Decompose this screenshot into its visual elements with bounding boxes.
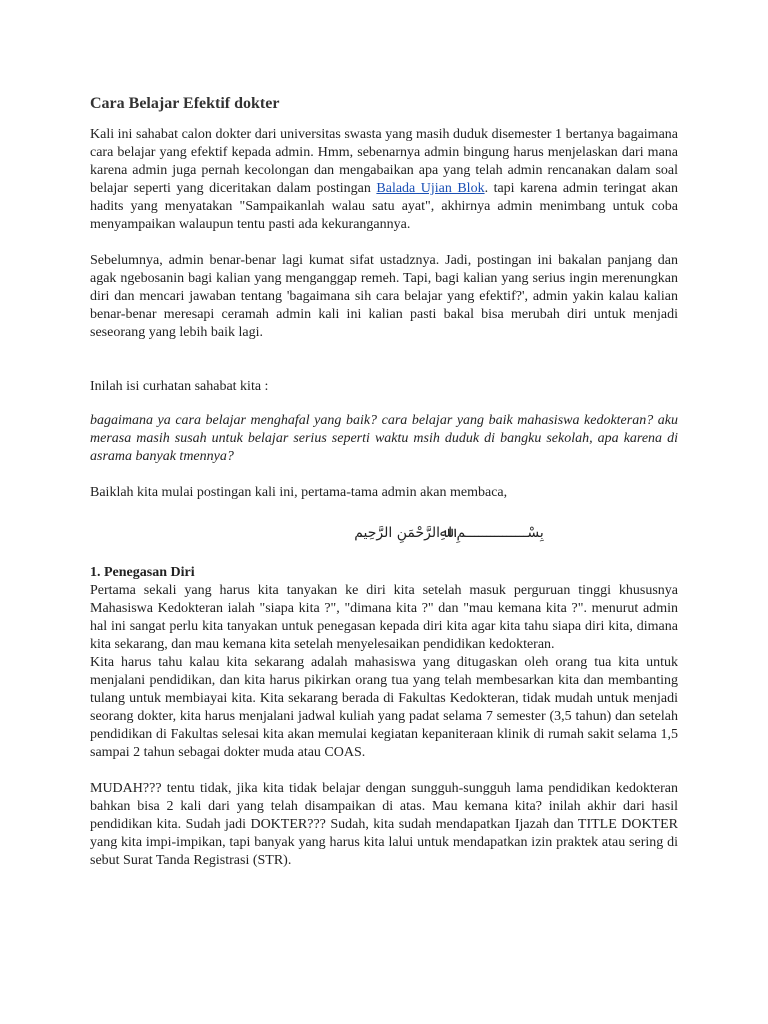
section-1-paragraph-c: MUDAH??? tentu tidak, jika kita tidak belajar dengan sungguh-sungguh lama pendidikan kedokteran bahkan bisa 2 kali dari yang telah disampaikan di atas. Mau kemana kita? inilah akhir dari hasil pendidikan kita. Sudah jadi DOKTER??? Sudah, kita sudah mendapatkan Ijazah dan TITLE DOKTER yang kita impi-impikan, tapi banyak yang harus kita lalui untuk mendapatkan izin praktek atau sering di sebut Surat Tanda Registrasi (STR). xyxy=(90,781,678,868)
intro-text-continued: . tapi karena admin teringat akan hadits yang menyatakan "Sampaikanlah walau satu ayat", akhirnya admin menimbang untuk coba menyampaikan walaupun tentu pasti ada kekurangannya. xyxy=(90,181,679,232)
section-1-heading: 1. Penegasan Diri xyxy=(90,565,195,580)
article xyxy=(90,94,678,870)
paragraph-2: Sebelumnya, admin benar-benar lagi kumat sifat ustadznya. Jadi, postingan ini bakalan panjang dan agak ngebosanin bagi kalian yang menganggap remeh. Tapi, bagi kalian yang serius ingin merenungkan diri dan mencari jawaban tentang 'bagaimana sih cara belajar yang efektif?', admin yakin kalau kalian benar-benar meresapi ceramah admin kali ini kalian pasti bakal bisa merubah diri untuk menjadi seseorang yang lebih baik lagi. xyxy=(90,253,678,340)
curhatan-intro: Inilah isi curhatan sahabat kita : xyxy=(90,379,269,394)
section-1-paragraph-a: Pertama sekali yang harus kita tanyakan ke diri kita setelah masuk perguruan tinggi khususnya Mahasiswa Kedokteran ialah "siapa kita ?", "dimana kita ?" dan "mau kemana kita ?". menurut admin hal ini sangat perlu kita tanyakan untuk penegasan kepada diri kita agar kita tahu siapa diri kita, dimana kita sekarang, dan mau kemana kita setelah menyelesaikan pendidikan kedokteran. xyxy=(90,583,678,652)
curhatan-quote: bagaimana ya cara belajar menghafal yang baik? cara belajar yang baik mahasiswa kedokteran? aku merasa masih susah untuk belajar serius seperti waktu msih duduk di bangku sekolah, apa karena di asrama banyak tmennya? xyxy=(90,413,678,464)
balada-ujian-blok-link[interactable]: Balada Ujian Blok xyxy=(376,181,485,196)
article-title: Cara Belajar Efektif dokter xyxy=(90,95,280,112)
basmalah: بِسْـــــــــــــــمِ اﷲِالرَّحْمَنِ الرَّحِيم xyxy=(354,525,544,541)
opening-paragraph: Baiklah kita mulai postingan kali ini, pertama-tama admin akan membaca, xyxy=(90,485,508,500)
section-1-paragraph-b: Kita harus tahu kalau kita sekarang adalah mahasiswa yang ditugaskan oleh orang tua kita untuk menjalani pendidikan, dan kita harus pikirkan orang tua yang telah membesarkan kita dan membanting tulang untuk membiayai kita. Kita sekarang berada di Fakultas Kedokteran, tidak mudah untuk menjadi seorang dokter, kita harus menjalani jadwal kuliah yang padat selama 7 semester (3,5 tahun) dan setelah pendidikan di Fakultas selesai kita akan memulai kegiatan kepaniteraan klinik di rumah sakit selama 1,5 sampai 2 tahun sebagai dokter muda atau COAS. xyxy=(90,655,678,760)
intro-text: Kali ini sahabat calon dokter dari universitas swasta yang masih duduk disemester 1 bertanya bagaimana cara belajar yang efektif kepada admin. Hmm, sebenarnya admin bingung harus menjelaskan dari mana karena admin juga pernah kecolongan dan mengabaikan apa yang telah admin rencanakan dalam soal belajar seperti yang diceritakan dalam postingan xyxy=(90,127,678,196)
intro-paragraph xyxy=(90,126,678,234)
